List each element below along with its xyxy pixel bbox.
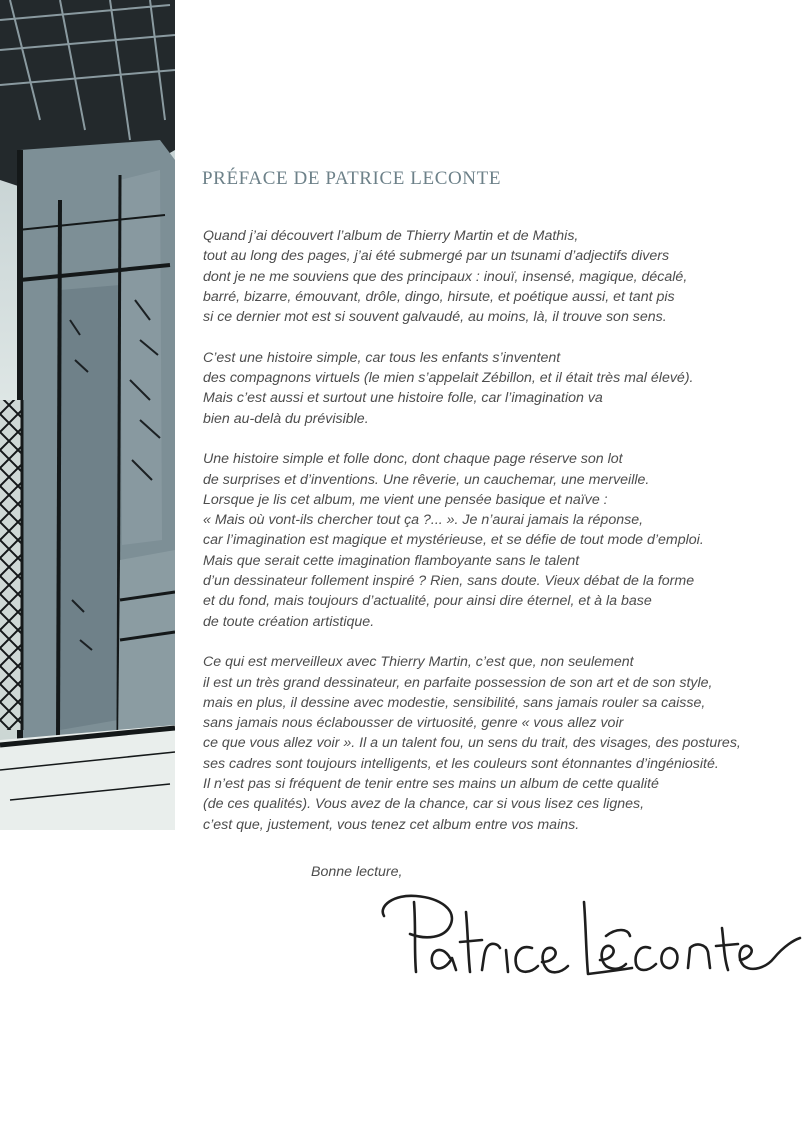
text-line: « Mais où vont-ils chercher tout ça ?... ». Je n’aurai jamais la réponse,	[203, 512, 644, 529]
text-line: Quand j’ai découvert l’album de Thierry Martin et de Mathis,	[203, 228, 579, 244]
text-line: d’un dessinateur follement inspiré ? Rien, sans doute. Vieux débat de la forme	[203, 573, 695, 590]
paragraph-4	[203, 652, 793, 835]
text-line: sans jamais nous éclabousser de virtuosité, genre « vous allez voir	[203, 715, 624, 732]
text-line: bien au-delà du prévisible.	[203, 410, 369, 427]
text-line: de surprises et d’inventions. Une rêverie, un cauchemar, une merveille.	[203, 471, 650, 488]
text-line: Une histoire simple et folle donc, dont chaque page réserve son lot	[203, 451, 623, 468]
text-line: Lorsque je lis cet album, me vient une pensée basique et naïve :	[203, 491, 608, 508]
text-line: car l’imagination est magique et mystérieuse, et se défie de tout mode d’emploi.	[203, 532, 704, 549]
text-line: des compagnons virtuels (le mien s’appelait Zébillon, et il était très mal élevé).	[203, 370, 694, 387]
paragraph-1	[203, 226, 793, 327]
text-line: barré, bizarre, émouvant, drôle, dingo, hirsute, et poétique aussi, et tant pis	[203, 288, 675, 305]
text-line: Mais que serait cette imagination flamboyante sans le talent	[203, 552, 580, 569]
text-line: C’est une histoire simple, car tous les enfants s’inventent	[203, 349, 561, 366]
text-line: et du fond, mais toujours d’actualité, pour ainsi dire éternel, et à la base	[203, 593, 652, 610]
preface-title: PRÉFACE DE PATRICE LECONTE	[202, 168, 502, 189]
text-line: dont je ne me souviens que des principaux : inouï, insensé, magique, décalé,	[203, 268, 688, 285]
paragraph-2	[203, 348, 793, 429]
handwritten-signature	[370, 888, 802, 988]
text-line: (de ces qualités). Vous avez de la chance, car si vous lisez ces lignes,	[203, 796, 645, 813]
text-line: ce que vous allez voir ». Il a un talent fou, un sens du trait, des visages, des postures,	[203, 735, 741, 752]
preface-body	[203, 226, 793, 855]
text-line: de toute création artistique.	[203, 613, 375, 630]
text-line: si ce dernier mot est si souvent galvaudé, au moins, là, il trouve son sens.	[203, 309, 667, 326]
text-line: Mais c’est aussi et surtout une histoire folle, car l’imagination va	[203, 390, 603, 407]
text-line: Il n’est pas si fréquent de tenir entre ses mains un album de cette qualité	[203, 776, 659, 793]
text-line: tout au long des pages, j’ai été submergé par un tsunami d’adjectifs divers	[203, 248, 670, 265]
text-line: ses cadres sont toujours intelligents, et les couleurs sont étonnantes d’ingéniosité.	[203, 755, 719, 772]
text-line: Ce qui est merveilleux avec Thierry Martin, c’est que, non seulement	[203, 654, 634, 671]
closing-salutation: Bonne lecture,	[311, 864, 403, 880]
text-line: il est un très grand dessinateur, en parfaite possession de son art et de son style,	[203, 674, 713, 691]
text-line: mais en plus, il dessine avec modestie, sensibilité, sans jamais rouler sa caisse,	[203, 694, 706, 711]
text-line: c’est que, justement, vous tenez cet album entre vos mains.	[203, 816, 580, 833]
paragraph-3	[203, 449, 793, 632]
comic-illustration	[0, 0, 200, 830]
